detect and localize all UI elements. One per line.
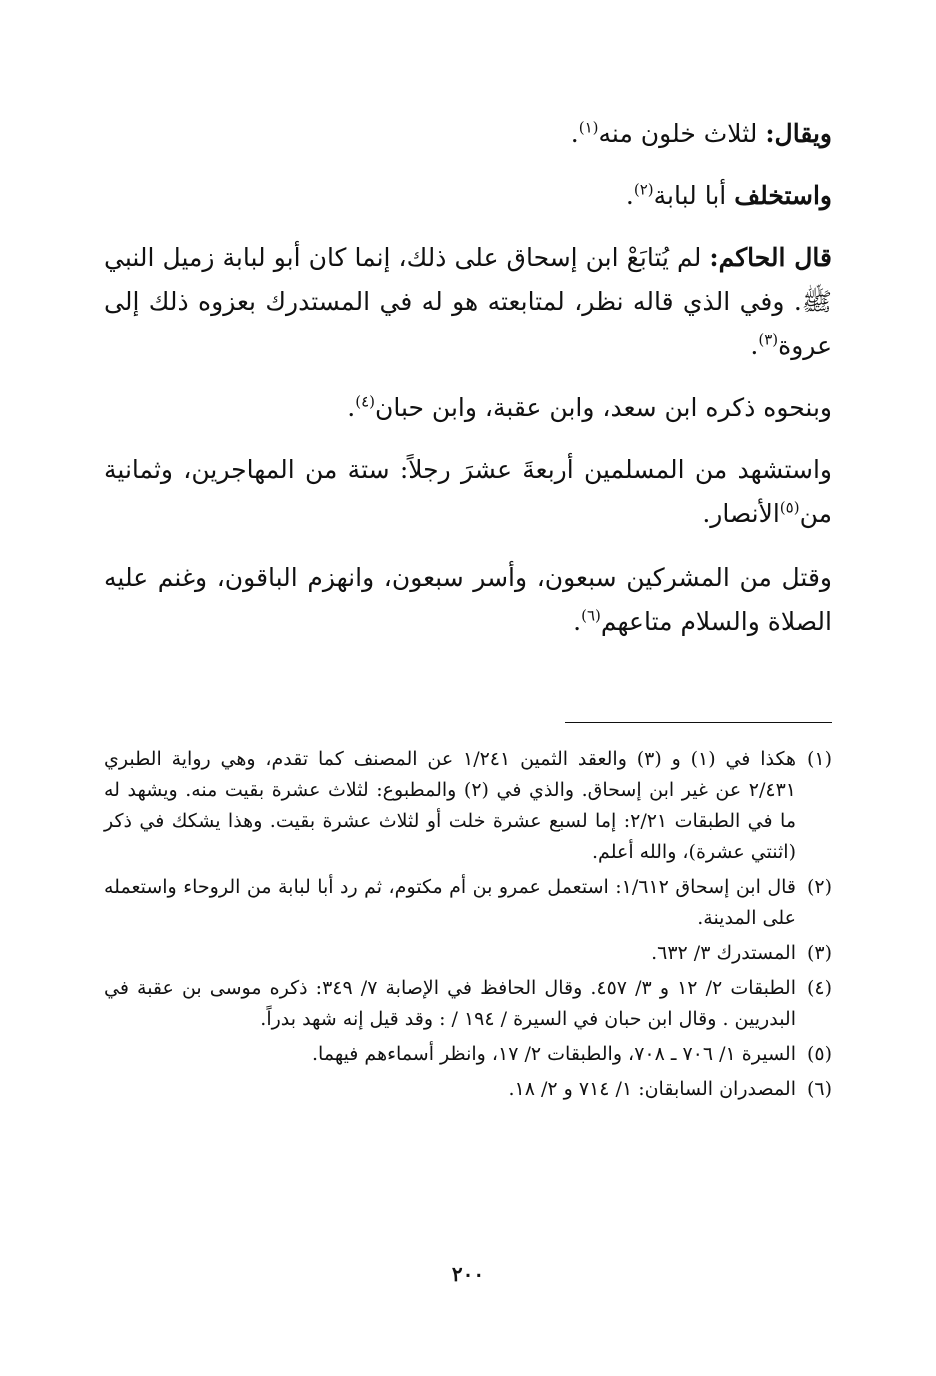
paragraph-text: لم يُتابَعْ ابن إسحاق على ذلك، إنما كان أبو لبابة زميل النبي ﷺ. وفي الذي قاله نظر، لمتابعته هو له في المستدرك بعزوه ذلك إلى عروة — [104, 243, 832, 360]
footnote-ref-1[interactable]: (١) — [578, 118, 599, 137]
paragraph-text: وقتل من المشركين سبعون، وأسر سبعون، وانهزم الباقون، وغنم عليه الصلاة والسلام متاعهم — [104, 563, 832, 636]
footnote-ref-4[interactable]: (٤) — [355, 392, 376, 411]
footnote-text: هكذا في (١) و (٣) والعقد الثمين ١/٢٤١ عن المصنف كما تقدم، وهي رواية الطبري ٢/٤٣١ عن غير ابن إسحاق. والذي في (٢) والمطبوع: لثلاث عشرة بقيت منه. ويشهد له ما في الطبقات ٢/٢١: إما لسبع عشرة خلت أو لثلاث عشرة بقيت. وهذا يشكك في ذكر (اثنتي عشرة)، والله أعلم. — [104, 748, 797, 863]
paragraph-lead: ويقال: — [765, 119, 832, 148]
footnote-ref-2[interactable]: (٢) — [633, 180, 654, 199]
footnote — [104, 1074, 832, 1105]
footnote-text: الطبقات ٢/ ١٢ و ٣/ ٤٥٧. وقال الحافظ في الإصابة ٧/ ٣٤٩: ذكره موسى بن عقبة في البدريين . وقال ابن حبان في السيرة / ١٩٤ / : وقد قيل إنه شهد بدراً. — [104, 977, 796, 1030]
footnote-number: (٤) — [806, 977, 832, 999]
paragraph-end: الأنصار. — [702, 499, 780, 528]
paragraph-4 — [104, 386, 832, 430]
paragraph-text: وبنحوه ذكره ابن سعد، وابن عقبة، وابن حبان — [375, 393, 832, 422]
footnote-number: (٣) — [806, 942, 832, 964]
paragraph-5 — [104, 448, 832, 536]
footnote-number: (٦) — [806, 1078, 832, 1100]
footnote-text: قال ابن إسحاق ١/٦١٢: استعمل عمرو بن أم مكتوم، ثم رد أبا لبابة من الروحاء واستعمله على المدينة. — [104, 876, 796, 929]
footnote-text: السيرة ١/ ٧٠٦ ـ ٧٠٨، والطبقات ٢/ ١٧، وانظر أسماءهم فيهما. — [312, 1043, 796, 1065]
paragraph-end: . — [625, 181, 634, 210]
paragraph-1 — [104, 112, 832, 156]
footnote — [104, 872, 832, 934]
paragraph-2 — [104, 174, 832, 218]
paragraph-3 — [104, 236, 832, 368]
page-number: ٢٠٠ — [451, 1262, 485, 1286]
footnote-number: (١) — [806, 748, 832, 770]
paragraph-lead: قال الحاكم: — [709, 243, 832, 272]
paragraph-end: . — [573, 607, 582, 636]
footnote-ref-6[interactable]: (٦) — [581, 606, 601, 625]
footnote-text: المصدران السابقان: ١/ ٧١٤ و ٢/ ١٨. — [508, 1078, 796, 1100]
footnote — [104, 973, 832, 1035]
footnote-ref-5[interactable]: (٥) — [779, 498, 800, 517]
footnotes — [104, 744, 832, 1109]
paragraph-text: واستشهد من المسلمين أربعةَ عشرَ رجلاً: ستة من المهاجرين، وثمانية من — [104, 455, 832, 528]
footnote — [104, 938, 832, 969]
paragraph-end: . — [750, 331, 759, 360]
paragraph-6 — [104, 556, 832, 644]
footnote-number: (٢) — [806, 876, 832, 898]
footnote-divider — [565, 722, 832, 723]
paragraph-end: . — [570, 119, 579, 148]
paragraph-text: لثلاث خلون منه — [598, 119, 766, 148]
paragraph-end: . — [347, 393, 356, 422]
paragraph-text: أبا لبابة — [653, 181, 735, 210]
footnote-ref-3[interactable]: (٣) — [758, 330, 779, 349]
footnote — [104, 744, 832, 868]
footnote-number: (٥) — [806, 1043, 832, 1065]
footnote — [104, 1039, 832, 1070]
paragraph-lead: واستخلف — [734, 181, 832, 210]
footnote-text: المستدرك ٣/ ٦٣٢. — [651, 942, 796, 964]
